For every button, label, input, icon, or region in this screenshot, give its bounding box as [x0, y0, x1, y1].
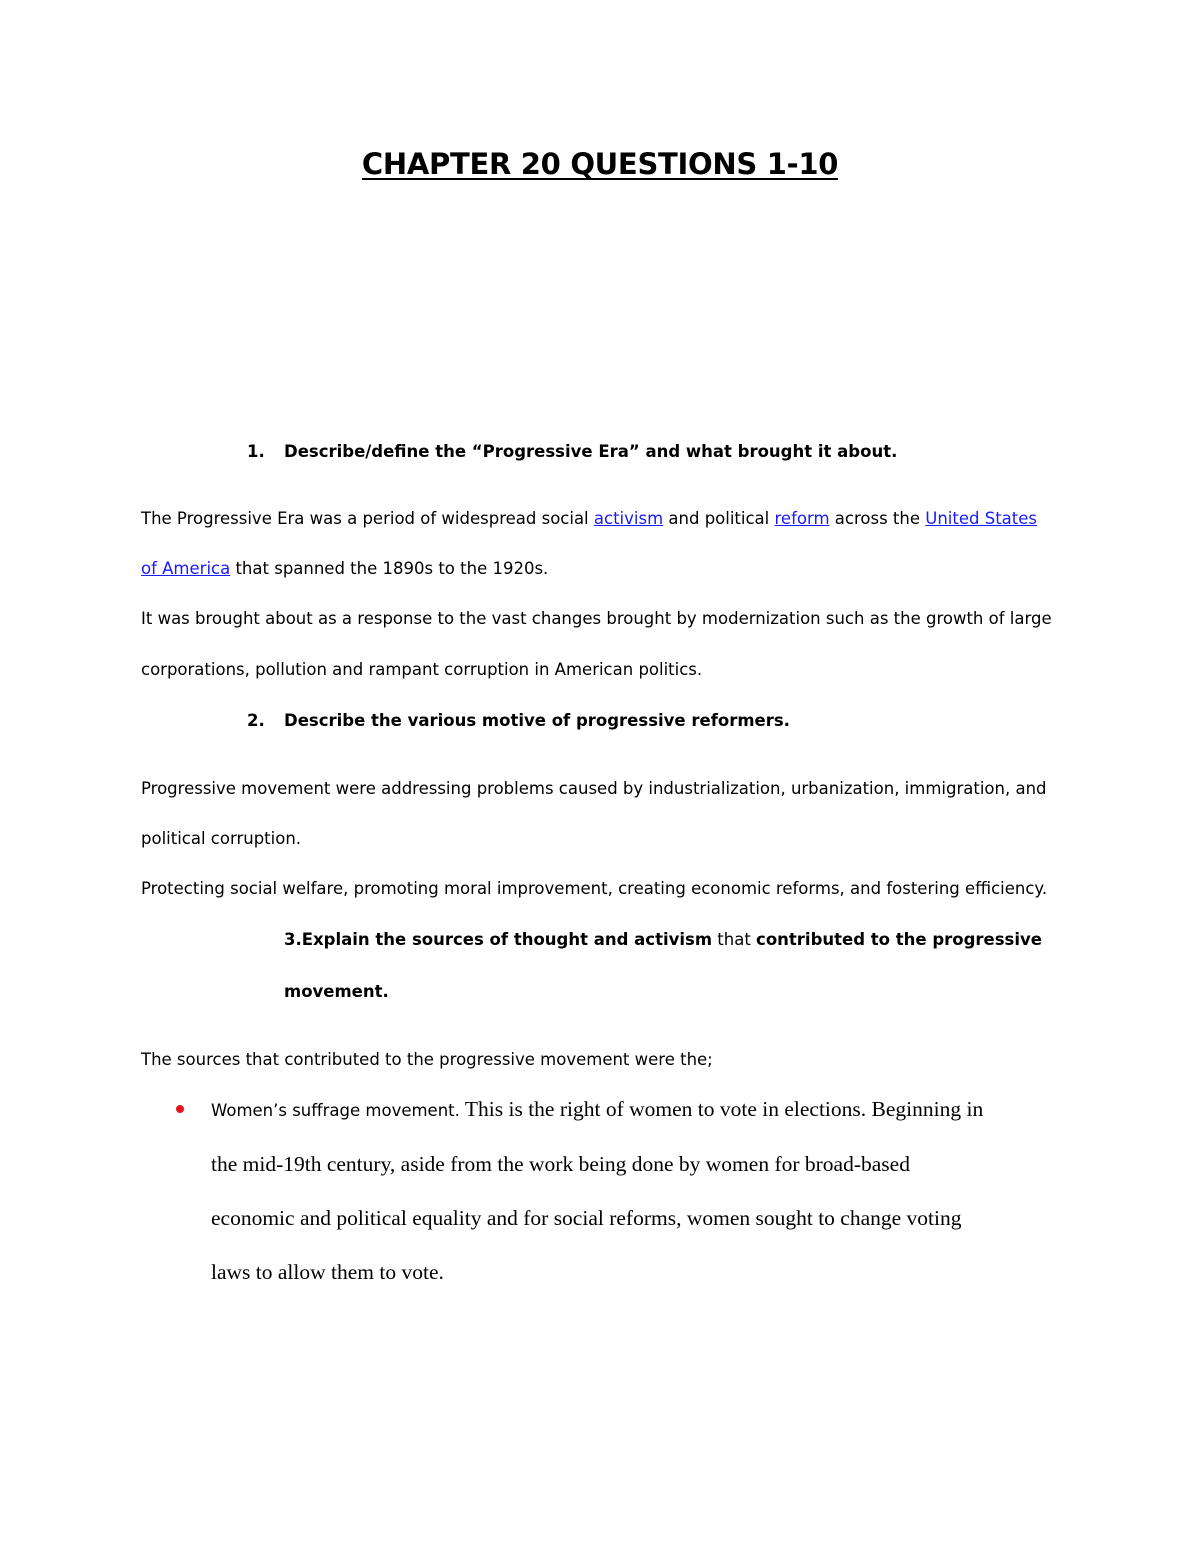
answer-text: and political: [663, 509, 775, 528]
bullet-text: This is the right of women to vote in elections. Beginning in: [459, 1097, 984, 1121]
question-text: 3.Explain the sources of thought and activism: [284, 930, 713, 949]
bullet-icon: [176, 1105, 184, 1113]
answer-3-intro: The sources that contributed to the progressive movement were the;: [141, 1050, 713, 1069]
link-united-states[interactable]: United States: [925, 509, 1037, 528]
question-3: [284, 930, 1042, 949]
question-number: 2.: [247, 711, 265, 730]
answer-1-line-3: It was brought about as a response to the vast changes brought by modernization such as the growth of large: [141, 609, 1052, 628]
bullet-lead: Women’s suffrage movement.: [211, 1101, 460, 1120]
question-1: [247, 442, 897, 461]
question-text: Describe the various motive of progressive reformers.: [284, 711, 790, 730]
question-2: [247, 711, 790, 730]
question-text: that: [712, 930, 757, 949]
answer-2-line-3: Protecting social welfare, promoting moral improvement, creating economic reforms, and fostering efficiency.: [141, 879, 1048, 898]
bullet-line-4: laws to allow them to vote.: [211, 1260, 444, 1284]
question-3-line-2: movement.: [284, 982, 389, 1001]
page-title: CHAPTER 20 QUESTIONS 1-10: [361, 147, 839, 181]
answer-1-line-4: corporations, pollution and rampant corruption in American politics.: [141, 660, 703, 679]
question-number: 1.: [247, 442, 265, 461]
answer-1-line-2: [141, 559, 548, 578]
answer-2-line-1: Progressive movement were addressing problems caused by industrialization, urbanization, immigration, and: [141, 779, 1047, 798]
answer-1-line-1: [141, 509, 1037, 528]
question-text: Describe/define the “Progressive Era” and what brought it about.: [284, 442, 898, 461]
link-activism[interactable]: activism: [593, 509, 664, 528]
link-reform[interactable]: reform: [774, 509, 830, 528]
bullet-line-3: economic and political equality and for social reforms, women sought to change voting: [211, 1206, 962, 1230]
answer-text: that spanned the 1890s to the 1920s.: [230, 559, 549, 578]
question-text: contributed to the progressive: [756, 930, 1042, 949]
bullet-line-2: the mid-19th century, aside from the work being done by women for broad-based: [211, 1152, 910, 1176]
link-of-america[interactable]: of America: [141, 559, 231, 578]
bullet-line-1: [211, 1097, 983, 1122]
answer-2-line-2: political corruption.: [141, 829, 302, 848]
answer-text: across the: [829, 509, 926, 528]
answer-text: The Progressive Era was a period of widespread social: [141, 509, 594, 528]
